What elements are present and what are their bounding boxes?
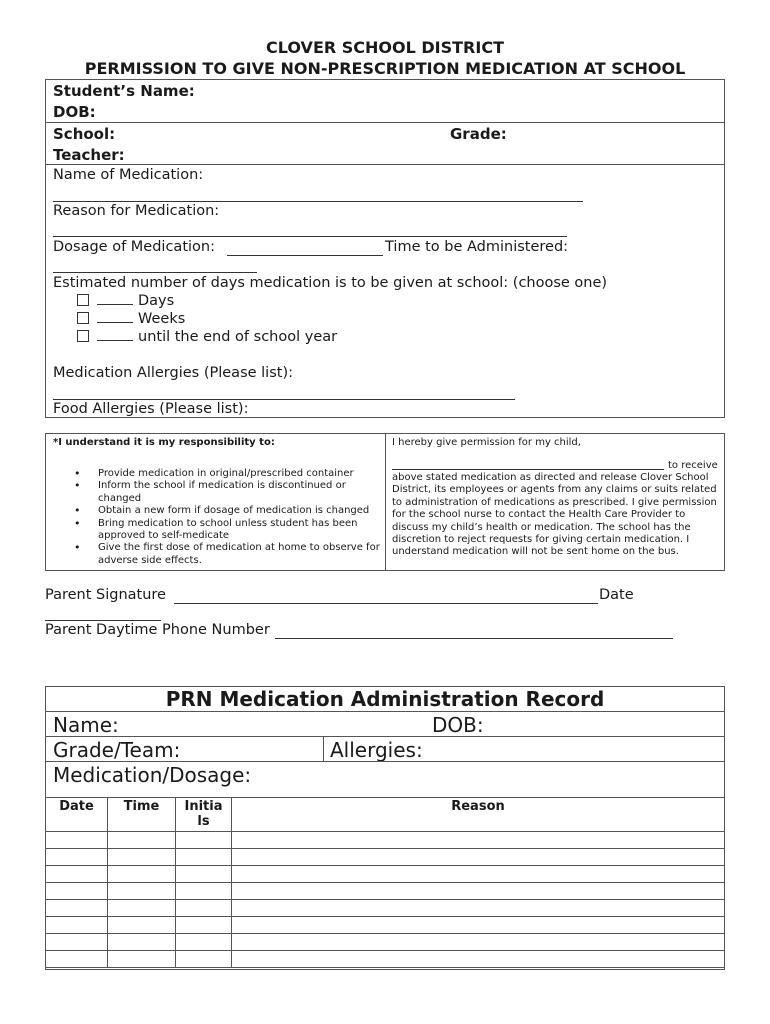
table-row: [46, 900, 725, 917]
medication-info-box: [45, 164, 725, 418]
dosage-line[interactable]: [227, 255, 383, 256]
table-row: [46, 849, 725, 866]
teacher-label: Teacher:: [53, 146, 125, 164]
table-row: [46, 951, 725, 968]
list-item: • Give the first dose of medication at home to observe for adverse side effects.: [50, 542, 380, 567]
parent-signature-label: Parent Signature: [45, 587, 166, 603]
end-of-year-checkbox[interactable]: [77, 330, 89, 342]
child-name-line[interactable]: [392, 469, 664, 470]
weeks-blank[interactable]: [97, 312, 133, 323]
list-item: • Obtain a new form if dosage of medication is changed: [50, 505, 380, 517]
prn-log-table: [45, 797, 725, 968]
agreement-box: [45, 433, 725, 571]
prn-medication-label: Medication/Dosage:: [53, 763, 252, 787]
student-name-label: Student’s Name:: [53, 82, 195, 100]
grade-label: Grade:: [450, 125, 507, 143]
prn-allergies-label: Allergies:: [330, 738, 423, 762]
prn-title: PRN Medication Administration Record: [165, 687, 605, 711]
option-end-of-year[interactable]: [77, 329, 337, 345]
end-of-year-option-label: until the end of school year: [138, 329, 338, 345]
time-label: Time to be Administered:: [385, 239, 569, 255]
medication-allergies-line[interactable]: [53, 399, 515, 400]
list-item: • Provide medication in original/prescribed container: [50, 468, 380, 480]
dob-label: DOB:: [53, 103, 96, 121]
column-reason: Reason: [232, 798, 725, 832]
table-row: [46, 866, 725, 883]
form-title: PERMISSION TO GIVE NON-PRESCRIPTION MEDICATION AT SCHOOL: [84, 59, 686, 78]
dosage-label: Dosage of Medication:: [53, 239, 215, 255]
parent-signature-line[interactable]: [174, 603, 598, 604]
permission-body: above stated medication as directed and release Clover School District, its employees or agents from any claims or suits related to administration of medications as prescribed. I give permission for the school nurse to contact the Health Care Provider to discuss my child’s health or medication. The school has the discretion to reject requests for giving certain medication. I understand medication will not be sent home on the bus.: [392, 472, 717, 558]
phone-label: Parent Daytime Phone Number: [45, 622, 270, 638]
school-label: School:: [53, 125, 116, 143]
table-row: [46, 917, 725, 934]
table-row: [46, 832, 725, 849]
date-line[interactable]: [45, 620, 161, 621]
reason-label: Reason for Medication:: [53, 203, 220, 219]
end-of-year-blank[interactable]: [97, 330, 133, 341]
responsibility-list: [50, 468, 380, 567]
phone-line[interactable]: [275, 638, 673, 639]
option-weeks[interactable]: [77, 311, 185, 327]
permission-line1: I hereby give permission for my child,: [392, 437, 581, 448]
days-blank[interactable]: [97, 294, 133, 305]
responsibility-heading: *I understand it is my responsibility to:: [53, 437, 275, 448]
time-line[interactable]: [53, 272, 257, 273]
list-item: • Inform the school if medication is discontinued or changed: [50, 480, 380, 505]
prn-name-label: Name:: [53, 713, 119, 737]
to-receive-text: to receive: [668, 460, 718, 471]
column-initials: Initia ls: [176, 798, 232, 832]
list-item: • Bring medication to school unless student has been approved to self-medicate: [50, 518, 380, 543]
weeks-option-label: Weeks: [138, 311, 186, 327]
food-allergies-label: Food Allergies (Please list):: [53, 401, 249, 417]
days-checkbox[interactable]: [77, 294, 89, 306]
name-of-medication-line[interactable]: [53, 201, 583, 202]
reason-line[interactable]: [53, 236, 567, 237]
district-title: CLOVER SCHOOL DISTRICT: [266, 38, 504, 57]
name-of-medication-label: Name of Medication:: [53, 167, 204, 183]
table-row: [46, 883, 725, 900]
column-time: Time: [108, 798, 176, 832]
prn-grade-label: Grade/Team:: [53, 738, 181, 762]
date-label: Date: [599, 587, 634, 603]
column-date: Date: [46, 798, 108, 832]
prn-table-header: [46, 798, 725, 832]
option-days[interactable]: [77, 293, 174, 309]
student-info-box: [45, 79, 725, 165]
days-question: Estimated number of days medication is to be given at school: (choose one): [53, 275, 608, 291]
prn-dob-label: DOB:: [432, 713, 484, 737]
days-option-label: Days: [138, 293, 175, 309]
weeks-checkbox[interactable]: [77, 312, 89, 324]
table-row: [46, 934, 725, 951]
medication-allergies-label: Medication Allergies (Please list):: [53, 365, 293, 381]
